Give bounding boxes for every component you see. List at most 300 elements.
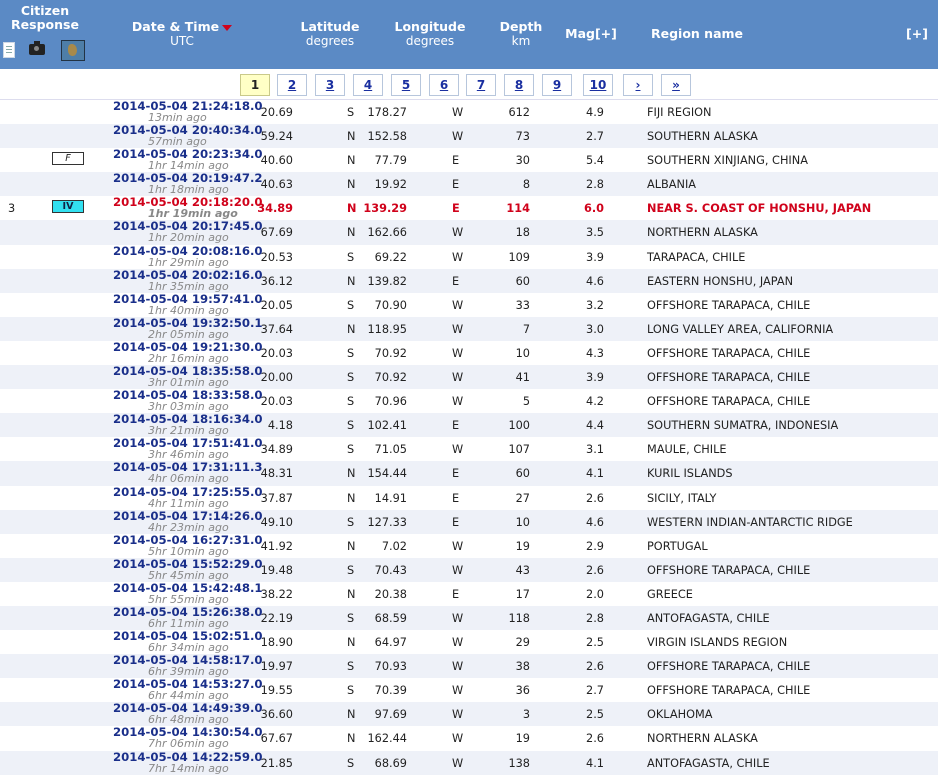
region-name: OFFSHORE TARAPACA, CHILE [647,684,811,698]
time-ago: 6hr 11min ago [148,616,229,630]
time-ago: 4hr 11min ago [148,496,229,510]
latitude-value: 41.92 [260,539,293,553]
depth-value: 100 [508,419,530,433]
depth-value: 29 [515,636,530,650]
longitude-hemisphere: W [452,322,464,336]
page-6-button[interactable]: 6 [429,74,459,96]
event-datetime-link[interactable]: 2014-05-04 14:58:17.0 [113,653,263,668]
longitude-hemisphere: W [452,611,464,625]
table-row[interactable] [0,582,938,606]
longitude-hemisphere: W [452,346,464,360]
time-ago: 4hr 06min ago [148,472,229,486]
latitude-hemisphere: S [347,443,355,457]
latitude-hemisphere: S [347,660,355,674]
latitude-hemisphere: N [347,130,356,144]
magnitude-value: 2.8 [586,178,604,192]
magnitude-value: 3.1 [586,443,604,457]
longitude-hemisphere: W [452,371,464,385]
event-datetime-link[interactable]: 2014-05-04 14:30:54.0 [113,725,263,740]
camera-icon[interactable] [29,44,45,55]
longitude-label: Longitude [394,19,466,34]
time-ago: 2hr 05min ago [148,327,229,341]
magnitude-value: 3.2 [586,298,604,312]
earthquake-table [0,100,938,775]
event-datetime-link[interactable]: 2014-05-04 21:24:18.0 [113,99,263,113]
latitude-hemisphere: S [347,250,355,264]
depth-value: 73 [515,130,530,144]
magnitude-value: 3.0 [586,322,604,336]
time-ago: 7hr 06min ago [148,737,229,751]
time-ago: 5hr 45min ago [148,568,229,582]
longitude-value: 127.33 [367,515,407,529]
time-ago: 1hr 18min ago [148,183,229,197]
longitude-value: 70.93 [374,660,407,674]
event-datetime-link[interactable]: 2014-05-04 18:33:58.0 [113,388,263,403]
table-row[interactable] [0,148,938,172]
latitude-value: 36.12 [260,274,293,288]
longitude-value: 7.02 [381,539,407,553]
latitude-hemisphere: S [347,371,355,385]
page-10-button[interactable]: 10 [583,74,613,96]
page-2-button[interactable]: 2 [277,74,307,96]
latitude-unit: degrees [305,34,355,48]
latitude-value: 40.60 [260,154,293,168]
time-ago: 1hr 29min ago [148,255,229,269]
depth-value: 17 [515,587,530,601]
time-ago: 3hr 21min ago [148,424,229,438]
depth-value: 5 [522,395,530,409]
table-header [0,0,938,69]
longitude-value: 102.41 [367,419,407,433]
event-datetime-link[interactable]: 2014-05-04 16:27:31.0 [113,532,263,547]
latitude-hemisphere: N [347,539,356,553]
event-datetime-link[interactable]: 2014-05-04 19:21:30.0 [113,339,263,354]
time-ago: 6hr 44min ago [148,689,229,703]
latitude-value: 19.97 [260,660,293,674]
magnitude-value: 4.6 [586,274,604,288]
time-ago: 57min ago [148,135,207,149]
depth-value: 8 [522,178,530,192]
time-ago: 4hr 23min ago [148,520,229,534]
time-ago: 5hr 10min ago [148,544,229,558]
depth-value: 10 [515,515,530,529]
table-row[interactable] [0,413,938,437]
longitude-value: 70.92 [374,371,407,385]
latitude-hemisphere: S [347,106,355,119]
longitude-hemisphere: W [452,708,464,722]
longitude-value: 71.05 [374,443,407,457]
longitude-value: 118.95 [367,322,407,336]
event-datetime-link[interactable]: 2014-05-04 14:53:27.0 [113,677,263,692]
depth-value: 109 [508,250,530,264]
time-ago: 1hr 14min ago [148,159,229,173]
region-name: OFFSHORE TARAPACA, CHILE [647,563,811,577]
latitude-value: 18.90 [260,636,293,650]
latitude-hemisphere: N [347,178,356,192]
longitude-value: 70.43 [374,563,407,577]
depth-value: 10 [515,346,530,360]
latitude-value: 49.10 [260,515,293,529]
longitude-hemisphere: W [452,226,464,240]
event-datetime-link[interactable]: 2014-05-04 15:42:48.1 [113,580,263,595]
magnitude-value: 2.0 [586,587,604,601]
magnitude-value: 2.7 [586,130,604,144]
event-datetime-link[interactable]: 2014-05-04 15:52:29.0 [113,556,263,571]
table-row[interactable] [0,341,938,365]
longitude-value: 139.82 [367,274,407,288]
magnitude-value: 4.6 [586,515,604,529]
depth-value: 33 [515,298,530,312]
region-name: SOUTHERN ALASKA [647,130,758,144]
magnitude-value: 2.5 [586,636,604,650]
longitude-value: 69.22 [374,250,407,264]
latitude-value: 37.64 [260,322,293,336]
latitude-hemisphere: S [347,419,355,433]
latitude-hemisphere: N [347,587,356,601]
latitude-hemisphere: N [347,274,356,288]
longitude-hemisphere: W [452,250,464,264]
longitude-value: 77.79 [374,154,407,168]
latitude-hemisphere: N [347,322,356,336]
longitude-hemisphere: E [452,202,460,216]
longitude-hemisphere: W [452,539,464,553]
intensity-badge[interactable]: IV [52,200,84,213]
latitude-value: 59.24 [260,130,293,144]
magnitude-value: 2.7 [586,684,604,698]
longitude-hemisphere: W [452,660,464,674]
event-datetime-link[interactable]: 2014-05-04 20:23:34.0 [113,147,263,162]
time-ago: 6hr 39min ago [148,665,229,679]
magnitude-value: 2.8 [586,611,604,625]
depth-value: 7 [522,322,530,336]
event-datetime-link[interactable]: 2014-05-04 15:26:38.0 [113,604,263,619]
magnitude-value: 4.1 [586,467,604,481]
map-icon[interactable] [61,40,85,61]
region-name: SICILY, ITALY [647,491,717,505]
longitude-value: 162.44 [367,732,407,746]
longitude-hemisphere: W [452,298,464,312]
magnitude-value: 4.2 [586,395,604,409]
region-name: ANTOFAGASTA, CHILE [647,611,770,625]
time-ago: 1hr 40min ago [148,303,229,317]
event-datetime-link[interactable]: 2014-05-04 20:02:16.0 [113,267,263,282]
longitude-hemisphere: W [452,636,464,650]
page-4-button[interactable]: 4 [353,74,383,96]
table-row[interactable] [0,196,938,220]
latitude-hemisphere: N [347,202,357,216]
longitude-value: 70.39 [374,684,407,698]
latitude-value: 20.00 [260,371,293,385]
intensity-badge[interactable]: F [52,152,84,165]
event-datetime-link[interactable]: 2014-05-04 17:51:41.0 [113,436,263,451]
longitude-header [388,20,472,48]
page-5-button[interactable]: 5 [391,74,421,96]
magnitude-value: 3.9 [586,371,604,385]
region-name: NORTHERN ALASKA [647,226,758,240]
region-name: KURIL ISLANDS [647,467,733,481]
latitude-value: 48.31 [260,467,293,481]
table-row[interactable] [0,461,938,485]
event-datetime-link[interactable]: 2014-05-04 20:08:16.0 [113,243,263,258]
region-name: MAULE, CHILE [647,443,727,457]
page-9-button[interactable]: 9 [542,74,572,96]
depth-value: 43 [515,563,530,577]
longitude-hemisphere: W [452,563,464,577]
citizen-response-header: Citizen Response [11,3,79,32]
latitude-hemisphere: S [347,756,355,770]
table-row[interactable] [0,245,938,269]
region-name: OFFSHORE TARAPACA, CHILE [647,371,811,385]
event-datetime-link[interactable]: 2014-05-04 20:19:47.2 [113,171,263,186]
longitude-unit: degrees [405,34,455,48]
latitude-value: 19.48 [260,563,293,577]
document-icon[interactable] [3,42,15,58]
table-row[interactable] [0,751,938,775]
region-name: OKLAHOMA [647,708,713,722]
region-name: TARAPACA, CHILE [647,250,746,264]
latitude-value: 20.05 [260,298,293,312]
longitude-value: 162.66 [367,226,407,240]
latitude-value: 40.63 [260,178,293,192]
longitude-hemisphere: E [452,154,460,168]
longitude-hemisphere: E [452,274,460,288]
longitude-hemisphere: E [452,178,460,192]
latitude-value: 21.85 [260,756,293,770]
depth-value: 30 [515,154,530,168]
table-row[interactable] [0,220,938,244]
event-datetime-link[interactable]: 2014-05-04 18:35:58.0 [113,364,263,379]
longitude-value: 68.69 [374,756,407,770]
table-row[interactable] [0,100,938,124]
region-name: SOUTHERN XINJIANG, CHINA [647,154,808,168]
table-row[interactable] [0,726,938,750]
event-datetime-link[interactable]: 2014-05-04 19:32:50.1 [113,315,263,330]
longitude-value: 139.29 [363,202,407,216]
depth-value: 612 [508,106,530,119]
latitude-value: 34.89 [257,202,293,216]
latitude-hemisphere: N [347,491,356,505]
page-1-button[interactable]: 1 [240,74,270,96]
table-row[interactable] [0,510,938,534]
longitude-value: 154.44 [367,467,407,481]
table-row[interactable] [0,606,938,630]
table-row[interactable] [0,317,938,341]
page-3-button[interactable]: 3 [315,74,345,96]
latitude-hemisphere: N [347,154,356,168]
longitude-value: 70.90 [374,298,407,312]
magnitude-value: 2.6 [586,660,604,674]
event-datetime-link[interactable]: 2014-05-04 17:31:11.3 [113,460,263,475]
latitude-hemisphere: N [347,636,356,650]
longitude-value: 178.27 [367,106,407,119]
magnitude-value: 2.5 [586,708,604,722]
longitude-hemisphere: E [452,491,460,505]
latitude-hemisphere: S [347,611,355,625]
time-ago: 3hr 46min ago [148,448,229,462]
depth-value: 19 [515,732,530,746]
table-row[interactable] [0,558,938,582]
event-datetime-link[interactable]: 2014-05-04 14:22:59.0 [113,749,263,764]
magnitude-value: 4.3 [586,346,604,360]
table-row[interactable] [0,269,938,293]
longitude-value: 19.92 [374,178,407,192]
table-row[interactable] [0,678,938,702]
region-header: Region name [651,26,744,41]
table-row[interactable] [0,389,938,413]
longitude-hemisphere: W [452,395,464,409]
longitude-value: 70.96 [374,395,407,409]
table-row[interactable] [0,172,938,196]
longitude-value: 20.38 [374,587,407,601]
next-page-button[interactable]: › [623,74,653,96]
latitude-hemisphere: S [347,515,355,529]
date-time-header[interactable] [120,20,244,48]
region-name: GREECE [647,587,693,601]
table-row[interactable] [0,124,938,148]
event-datetime-link[interactable]: 2014-05-04 20:18:20.0 [113,195,263,210]
region-name: NORTHERN ALASKA [647,732,758,746]
latitude-value: 67.69 [260,226,293,240]
depth-value: 38 [515,660,530,674]
utc-label: UTC [170,34,194,48]
longitude-value: 14.91 [374,491,407,505]
sort-desc-icon [222,25,232,31]
table-row[interactable] [0,630,938,654]
longitude-hemisphere: E [452,587,460,601]
time-ago: 1hr 19min ago [148,207,238,221]
table-row[interactable] [0,293,938,317]
region-name: OFFSHORE TARAPACA, CHILE [647,395,811,409]
region-name: OFFSHORE TARAPACA, CHILE [647,298,811,312]
latitude-label: Latitude [300,19,360,34]
latitude-value: 20.53 [260,250,293,264]
depth-value: 60 [515,274,530,288]
longitude-hemisphere: W [452,106,464,119]
latitude-hemisphere: N [347,732,356,746]
table-row[interactable] [0,534,938,558]
longitude-hemisphere: W [452,443,464,457]
longitude-value: 70.92 [374,346,407,360]
table-row[interactable] [0,702,938,726]
magnitude-value: 2.6 [586,491,604,505]
magnitude-value: 6.0 [583,202,604,216]
latitude-header [290,20,370,48]
time-ago: 3hr 03min ago [148,400,229,414]
table-row[interactable] [0,654,938,678]
mag-header[interactable]: Mag[+] [565,26,617,41]
depth-header [493,20,549,48]
time-ago: 13min ago [148,111,207,124]
latitude-value: 20.03 [260,395,293,409]
latitude-value: 20.03 [260,346,293,360]
region-name: SOUTHERN SUMATRA, INDONESIA [647,419,839,433]
event-datetime-link[interactable]: 2014-05-04 19:57:41.0 [113,291,263,306]
region-name: OFFSHORE TARAPACA, CHILE [647,660,811,674]
longitude-hemisphere: E [452,467,460,481]
page-8-button[interactable]: 8 [504,74,534,96]
latitude-hemisphere: S [347,346,355,360]
depth-value: 3 [522,708,530,722]
page-7-button[interactable]: 7 [466,74,496,96]
depth-value: 36 [515,684,530,698]
longitude-value: 97.69 [374,708,407,722]
longitude-hemisphere: E [452,515,460,529]
time-ago: 3hr 01min ago [148,376,229,390]
depth-value: 60 [515,467,530,481]
magnitude-value: 5.4 [586,154,604,168]
latitude-value: 38.22 [260,587,293,601]
event-datetime-link[interactable]: 2014-05-04 20:40:34.0 [113,123,263,138]
event-datetime-link[interactable]: 2014-05-04 20:17:45.0 [113,219,263,234]
depth-value: 118 [508,611,530,625]
depth-label: Depth [499,19,543,34]
depth-value: 27 [515,491,530,505]
depth-value: 18 [515,226,530,240]
region-name: WESTERN INDIAN-ANTARCTIC RIDGE [647,515,853,529]
region-name: NEAR S. COAST OF HONSHU, JAPAN [647,202,872,216]
longitude-hemisphere: W [452,756,464,770]
region-name: VIRGIN ISLANDS REGION [647,636,788,650]
event-datetime-link[interactable]: 2014-05-04 18:16:34.0 [113,412,263,427]
longitude-value: 152.58 [367,130,407,144]
magnitude-value: 2.6 [586,732,604,746]
longitude-hemisphere: W [452,732,464,746]
latitude-value: 4.18 [267,419,293,433]
time-ago: 1hr 20min ago [148,231,229,245]
longitude-value: 64.97 [374,636,407,650]
time-ago: 6hr 48min ago [148,713,229,727]
expand-columns-button[interactable]: [+] [906,26,928,41]
region-name: EASTERN HONSHU, JAPAN [647,274,794,288]
table-row[interactable] [0,437,938,461]
region-name: OFFSHORE TARAPACA, CHILE [647,346,811,360]
last-page-button[interactable]: » [661,74,691,96]
event-datetime-link[interactable]: 2014-05-04 14:49:39.0 [113,701,263,716]
magnitude-value: 3.5 [586,226,604,240]
event-datetime-link[interactable]: 2014-05-04 15:02:51.0 [113,629,263,644]
longitude-hemisphere: W [452,130,464,144]
latitude-hemisphere: S [347,563,355,577]
table-row[interactable] [0,486,938,510]
magnitude-value: 4.1 [586,756,604,770]
longitude-value: 68.59 [374,611,407,625]
region-name: ALBANIA [647,178,697,192]
magnitude-value: 2.9 [586,539,604,553]
latitude-hemisphere: S [347,684,355,698]
table-row[interactable] [0,365,938,389]
region-name: LONG VALLEY AREA, CALIFORNIA [647,322,834,336]
time-ago: 6hr 34min ago [148,641,229,655]
event-datetime-link[interactable]: 2014-05-04 17:14:26.0 [113,508,263,523]
depth-value: 114 [506,202,530,216]
date-time-label: Date & Time [131,19,220,34]
latitude-value: 34.89 [260,443,293,457]
region-name: PORTUGAL [647,539,708,553]
depth-value: 107 [508,443,530,457]
magnitude-value: 4.9 [586,106,604,119]
magnitude-value: 2.6 [586,563,604,577]
latitude-hemisphere: N [347,467,356,481]
longitude-hemisphere: W [452,684,464,698]
depth-unit: km [511,34,531,48]
magnitude-value: 3.9 [586,250,604,264]
latitude-value: 19.55 [260,684,293,698]
latitude-value: 22.19 [260,611,293,625]
event-datetime-link[interactable]: 2014-05-04 17:25:55.0 [113,484,263,499]
time-ago: 7hr 14min ago [148,761,229,775]
latitude-hemisphere: N [347,708,356,722]
depth-value: 41 [515,371,530,385]
